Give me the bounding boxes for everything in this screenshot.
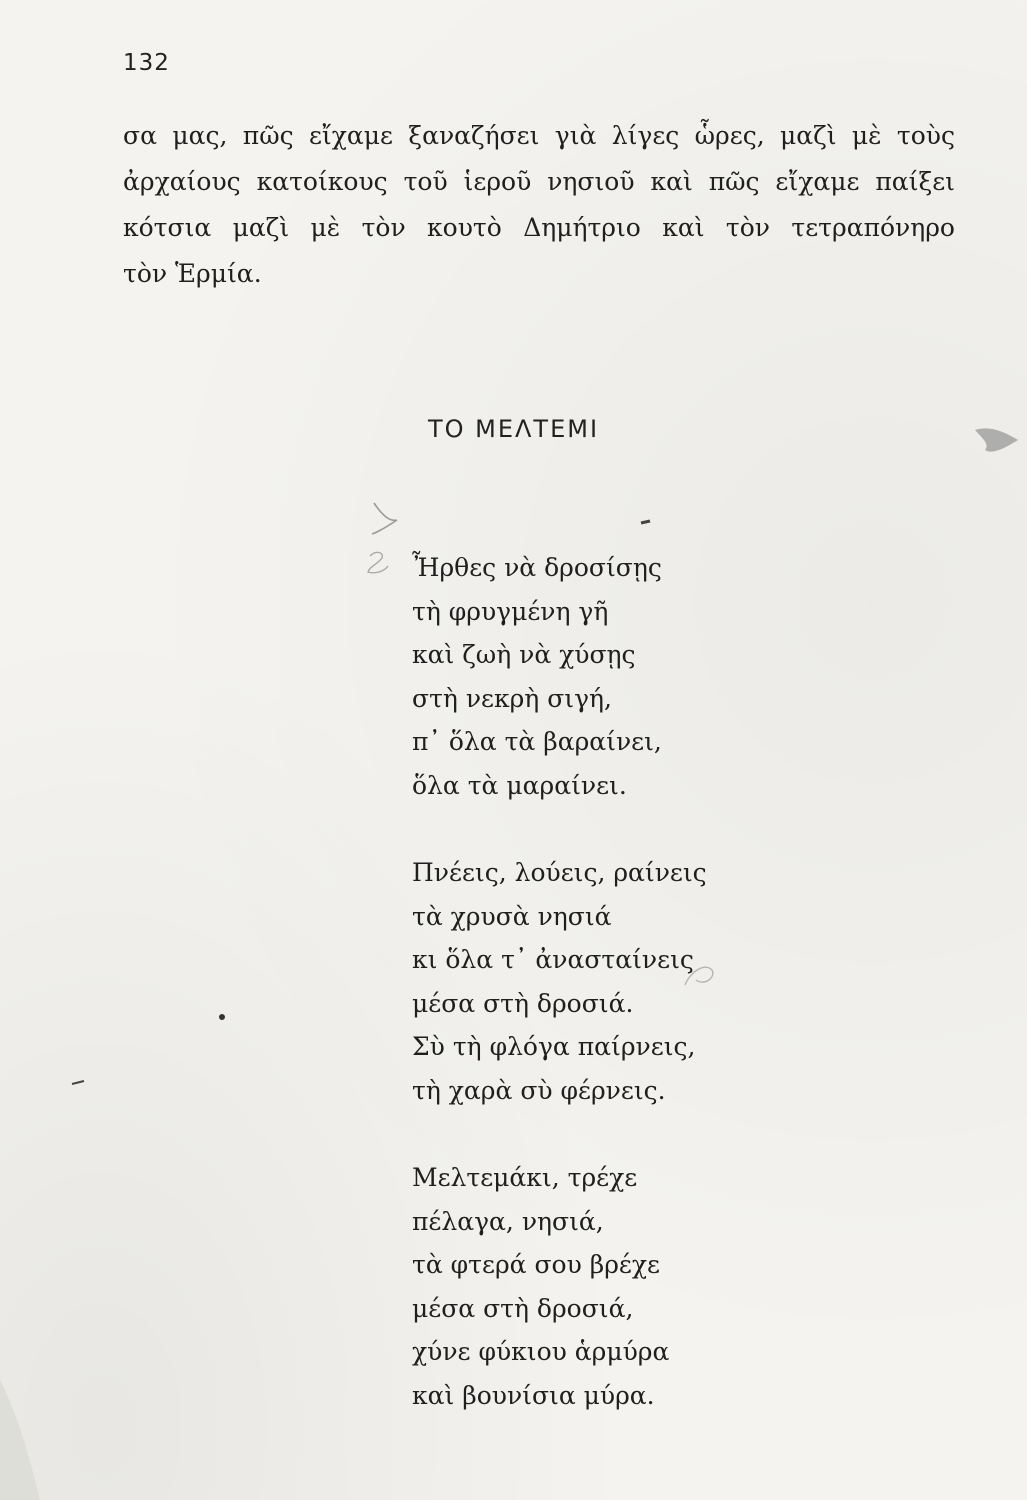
- verse-line: π᾿ ὅλα τὰ βαραίνει,: [412, 727, 662, 756]
- prose-paragraph: [123, 113, 955, 297]
- verse-line: Σὺ τὴ φλόγα παίρνεις,: [412, 1032, 696, 1061]
- verse-line: ὅλα τὰ μαραίνει.: [412, 770, 627, 800]
- verse-line: χύνε φύκιου ἁρμύρα: [412, 1337, 670, 1366]
- verse-line: καὶ ζωὴ νὰ χύσῃς: [412, 640, 636, 669]
- ink-spot: [641, 521, 650, 523]
- verse-line: τὰ χρυσὰ νησιά: [412, 901, 612, 931]
- verse-line: τὴ χαρὰ σὺ φέρνεις.: [412, 1075, 666, 1105]
- stanza: [412, 851, 707, 1112]
- pencil-mark: [368, 552, 388, 572]
- verse-line: μέσα στὴ δροσιά.: [412, 988, 634, 1018]
- ink-spot: [72, 1081, 84, 1084]
- stanza: [412, 1156, 707, 1417]
- page-number: 132: [123, 50, 170, 76]
- ink-spot: [219, 1014, 225, 1020]
- prose-line: κότσια μαζὶ μὲ τὸν κουτὸ Δημήτριο καὶ τὸν τετραπόνηρο: [123, 213, 955, 242]
- verse-line: μέσα στὴ δροσιά,: [412, 1293, 634, 1323]
- verse-line: πέλαγα, νησιά,: [412, 1206, 604, 1236]
- verse-line: καὶ βουνίσια μύρα.: [412, 1380, 655, 1410]
- poem-title: ΤΟ ΜΕΛΤΕΜΙ: [427, 415, 600, 443]
- pencil-mark: [372, 503, 397, 534]
- verse-line: τὴ φρυγμένη γῆ: [412, 596, 609, 626]
- prose-line: ἀρχαίους κατοίκους τοῦ ἱεροῦ νησιοῦ καὶ πῶς εἴχαμε παίξει: [123, 167, 955, 196]
- verse-line: Μελτεμάκι, τρέχε: [412, 1163, 638, 1192]
- prose-line: σα μας, πῶς εἴχαμε ξαναζήσει γιὰ λίγες ὧρες, μαζὶ μὲ τοὺς: [123, 121, 955, 150]
- page-edge-shadow: [0, 1380, 40, 1500]
- prose-line: τὸν Ἑρμία.: [123, 259, 262, 288]
- verse-line: Ἦρθες νὰ δροσίσῃς: [412, 553, 662, 582]
- verse-line: τὰ φτερά σου βρέχε: [412, 1250, 660, 1279]
- stanza: [412, 546, 707, 807]
- poem-body: [412, 546, 707, 1461]
- verse-line: Πνέεις, λούεις, ραίνεις: [412, 858, 707, 887]
- verse-line: κι ὅλα τ᾿ ἀνασταίνεις: [412, 945, 694, 974]
- verse-line: στὴ νεκρὴ σιγή,: [412, 683, 612, 713]
